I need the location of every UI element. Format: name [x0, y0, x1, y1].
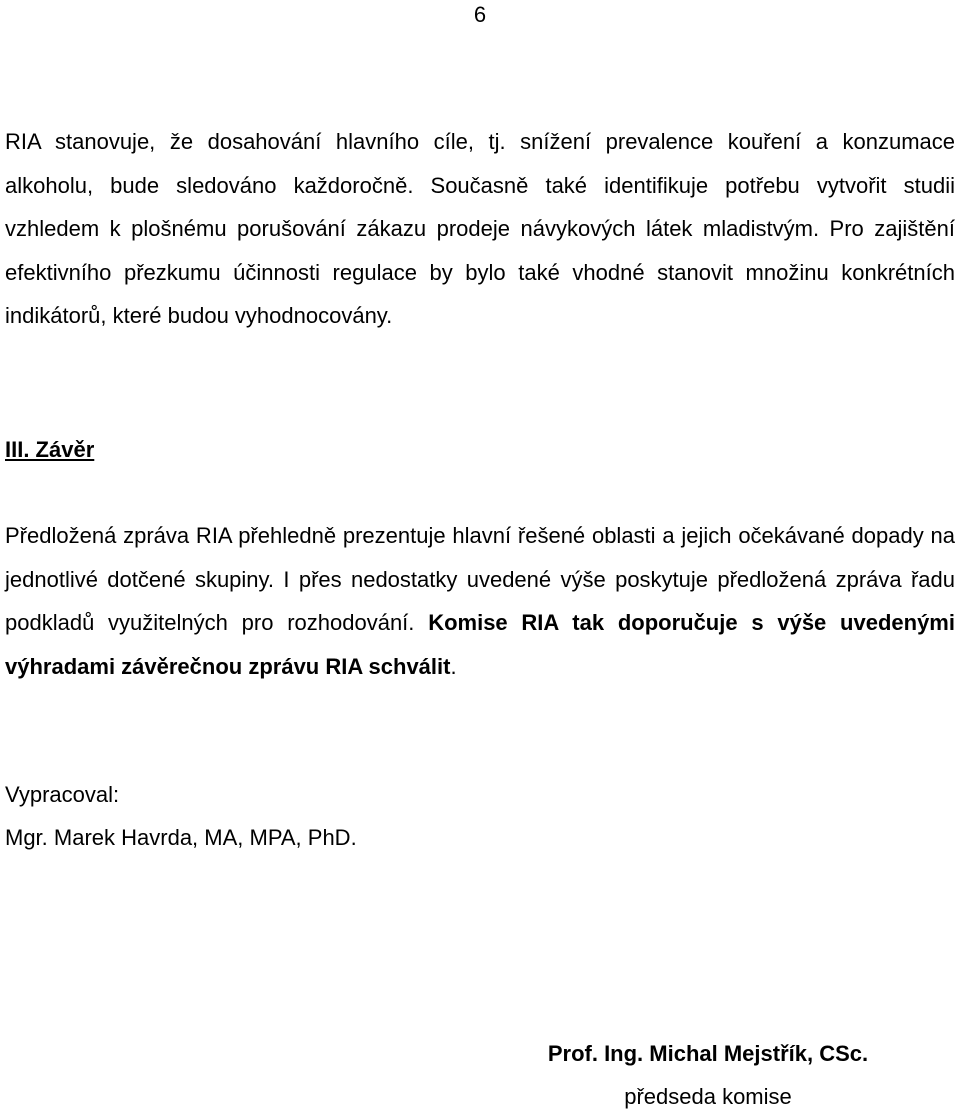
conclusion-text: Předložená zpráva RIA přehledně prezentuje hlavní řešené oblasti a jejich očekávané dopady na jednotlivé dotčené skupiny. I přes nedostatky uvedené výše poskytuje předložená zpráva řadu podkladů využitelných pro rozhodování. [5, 523, 955, 635]
prepared-by-label: Vypracoval: [5, 782, 120, 807]
signature-role: předseda komise [624, 1084, 792, 1109]
prepared-by-name: Mgr. Marek Havrda, MA, MPA, PhD. [5, 825, 357, 850]
paragraph-ria-monitoring: RIA stanovuje, že dosahování hlavního cíle, tj. snížení prevalence kouření a konzumace alkoholu, bude sledováno každoročně. Současně také identifikuje potřebu vytvořit studii vzhledem k plošnému porušování zákazu prodeje návykových látek mladistvým. Pro zajištění efektivního přezkumu účinnosti regulace by bylo také vhodné stanovit množinu konkrétních indikátorů, které budou vyhodnocovány. [5, 129, 955, 328]
page-number: 6 [473, 2, 487, 27]
signature-name: Prof. Ing. Michal Mejstřík, CSc. [547, 1041, 869, 1066]
conclusion-period: . [450, 653, 457, 679]
conclusion-recommendation: Komise RIA tak doporučuje s výše uvedenými výhradami závěrečnou zprávu RIA schválit [5, 610, 955, 679]
section-heading-conclusion: III. Závěr [5, 437, 95, 462]
paragraph-conclusion [5, 514, 955, 688]
